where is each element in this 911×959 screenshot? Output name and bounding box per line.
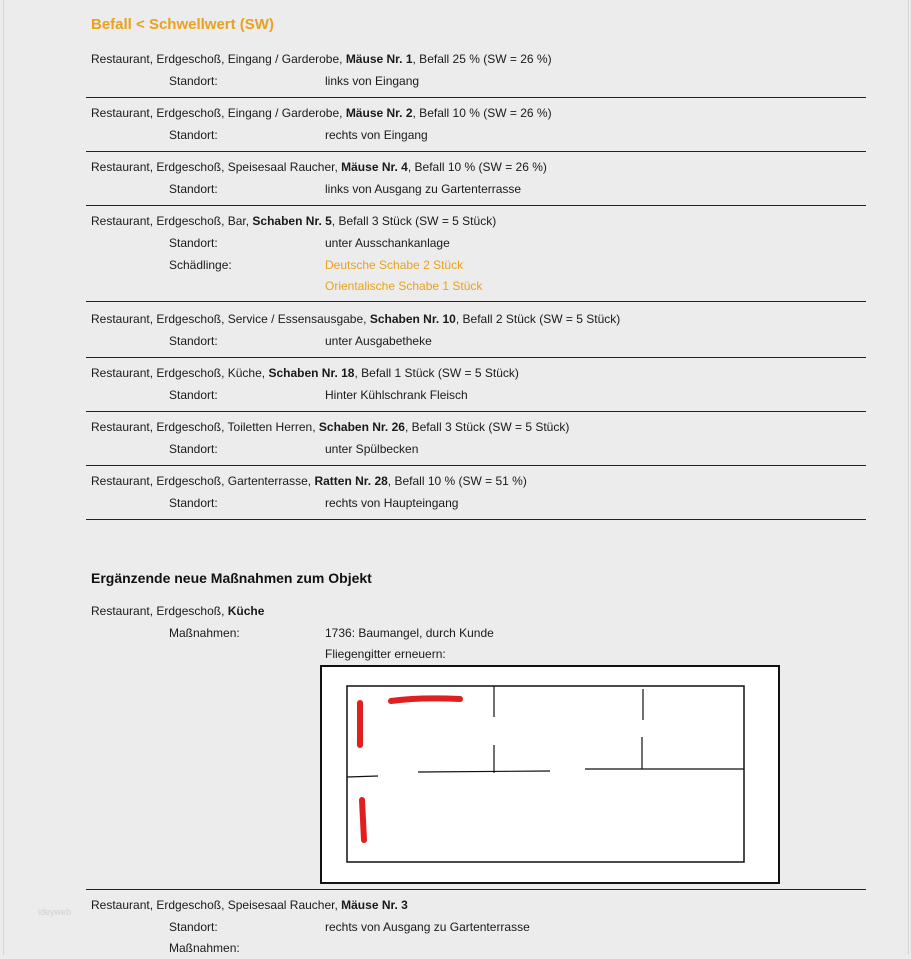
- infestation-entry: [86, 364, 866, 412]
- pest-id: Ratten Nr. 28: [314, 474, 388, 488]
- standort-value: rechts von Haupteingang: [325, 496, 459, 510]
- infestation-entry: [86, 310, 866, 358]
- pest-id: Schaben Nr. 10: [369, 312, 456, 326]
- pest-id: Schaben Nr. 18: [268, 366, 355, 380]
- standort-label: Standort:: [169, 496, 218, 510]
- pests-label: Schädlinge:: [169, 258, 232, 272]
- standort-label: Standort:: [169, 388, 218, 402]
- pest-id: Schaben Nr. 5: [252, 214, 332, 228]
- infestation-entry: [86, 158, 866, 206]
- pest-id: Mäuse Nr. 3: [341, 898, 408, 912]
- entry-heading: Restaurant, Erdgeschoß, Service / Essensausgabe, Schaben Nr. 10, Befall 2 Stück (SW = 5 Stück): [91, 312, 621, 326]
- standort-label: Standort:: [169, 128, 218, 142]
- entry-heading: Restaurant, Erdgeschoß, Gartenterrasse, Ratten Nr. 28, Befall 10 % (SW = 51 %): [91, 474, 527, 488]
- measure-room: Küche: [227, 604, 265, 618]
- measure-heading: Restaurant, Erdgeschoß, Küche: [91, 604, 265, 618]
- measures-label: Maßnahmen:: [169, 941, 240, 955]
- entry-heading: Restaurant, Erdgeschoß, Eingang / Garderobe, Mäuse Nr. 2, Befall 10 % (SW = 26 %): [91, 106, 552, 120]
- entry-heading: Restaurant, Erdgeschoß, Eingang / Garderobe, Mäuse Nr. 1, Befall 25 % (SW = 26 %): [91, 52, 552, 66]
- floor-plan-sketch: [320, 665, 780, 884]
- measures-label: Maßnahmen:: [169, 626, 240, 640]
- standort-label: Standort:: [169, 334, 218, 348]
- infestation-entry: [86, 212, 866, 302]
- infestation-entry: [86, 896, 866, 959]
- infestation-entry: [86, 104, 866, 152]
- infestation-entry: [86, 472, 866, 520]
- entry-heading: Restaurant, Erdgeschoß, Speisesaal Raucher, Mäuse Nr. 4, Befall 10 % (SW = 26 %): [91, 160, 547, 174]
- infestation-entry: [86, 50, 866, 98]
- standort-label: Standort:: [169, 442, 218, 456]
- pest-id: Mäuse Nr. 2: [345, 106, 413, 120]
- pest-id: Mäuse Nr. 4: [341, 160, 408, 174]
- pest-species-item: Deutsche Schabe 2 Stück: [325, 258, 464, 272]
- standort-value: rechts von Ausgang zu Gartenterrasse: [325, 920, 530, 934]
- red-marker-mark: [362, 800, 364, 840]
- standort-label: Standort:: [169, 74, 218, 88]
- standort-label: Standort:: [169, 236, 218, 250]
- standort-value: unter Ausgabetheke: [325, 334, 432, 348]
- infestation-entry: [86, 418, 866, 466]
- red-marker-mark: [391, 698, 460, 701]
- entry-heading: Restaurant, Erdgeschoß, Speisesaal Raucher, Mäuse Nr. 3: [91, 898, 408, 912]
- pest-id: Mäuse Nr. 1: [345, 52, 413, 66]
- entry-heading: Restaurant, Erdgeschoß, Bar, Schaben Nr. 5, Befall 3 Stück (SW = 5 Stück): [91, 214, 497, 228]
- entry-heading: Restaurant, Erdgeschoß, Küche, Schaben Nr. 18, Befall 1 Stück (SW = 5 Stück): [91, 366, 519, 380]
- measure-instruction: Fliegengitter erneuern:: [325, 647, 446, 661]
- measures-section-title: Ergänzende neue Maßnahmen zum Objekt: [91, 570, 372, 586]
- measure-description: 1736: Baumangel, durch Kunde: [325, 626, 494, 640]
- standort-value: unter Ausschankanlage: [325, 236, 450, 250]
- threshold-section-title: Befall < Schwellwert (SW): [91, 16, 274, 33]
- standort-value: unter Spülbecken: [325, 442, 419, 456]
- entry-heading: Restaurant, Erdgeschoß, Toiletten Herren, Schaben Nr. 26, Befall 3 Stück (SW = 5 Stück): [91, 420, 570, 434]
- standort-value: Hinter Kühlschrank Fleisch: [325, 388, 468, 402]
- pest-id: Schaben Nr. 26: [318, 420, 405, 434]
- watermark-text: ideyweb: [38, 907, 72, 917]
- standort-value: rechts von Eingang: [325, 128, 428, 142]
- standort-value: links von Ausgang zu Gartenterrasse: [325, 182, 522, 196]
- standort-label: Standort:: [169, 920, 218, 934]
- pest-species-item: Orientalische Schabe 1 Stück: [325, 279, 483, 293]
- standort-label: Standort:: [169, 182, 218, 196]
- standort-value: links von Eingang: [325, 74, 420, 88]
